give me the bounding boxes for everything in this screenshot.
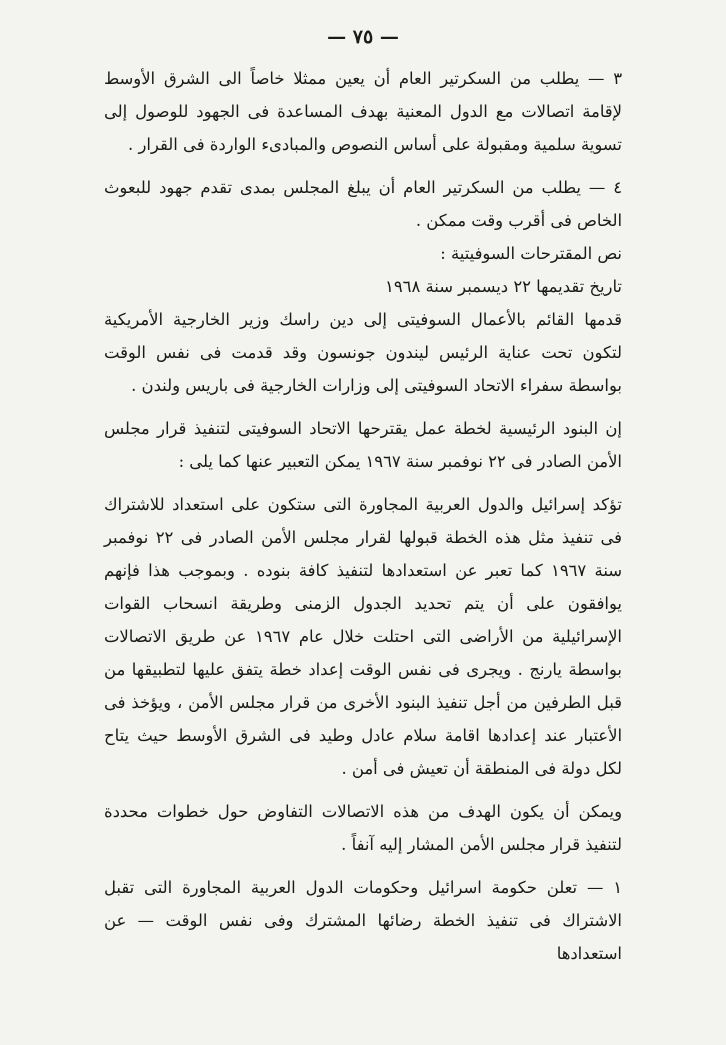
paragraph-main-points: إن البنود الرئيسية لخطة عمل يقترحها الاتحاد السوفيتى لتنفيذ قرار مجلس الأمن الصادر فى ٢٢ نوفمبر سنة ١٩٦٧ يمكن التعبير عنها كما يلى : — [104, 419, 622, 471]
paragraph-clause-1: ١ — تعلن حكومة اسرائيل وحكومات الدول العربية المجاورة التى تقبل الاشتراك فى تنفيذ الخطة رضائها المشترك وفى نفس الوقت — عن استعدادها — [104, 878, 622, 963]
paragraph-submission: قدمها القائم بالأعمال السوفيتى إلى دين راسك وزير الخارجية الأمريكية لتكون تحت عناية الرئيس ليندون جونسون وقد قدمت فى نفس الوقت بواسطة سفراء الاتحاد السوفيتى إلى وزارات الخارجية فى باريس ولندن . — [104, 310, 622, 395]
section-heading: نص المقترحات السوفيتية : — [440, 244, 622, 263]
paragraph-affirmation: تؤكد إسرائيل والدول العربية المجاورة التى ستكون على استعداد للاشتراك فى تنفيذ مثل هذه الخطة قبولها لقرار مجلس الأمن الصادر فى ٢٢ نوفمبر سنة ١٩٦٧ كما تعبر عن استعدادها لتنفيذ كافة بنوده . وبموجب هذا فإنهم يوافقون على أن يتم تحديد الجدول الزمنى وطريقة انسحاب القوات الإسرائيلية من الأراضى التى احتلت خلال عام ١٩٦٧ عن طريق الاتصالات بواسطة يارنج . ويجرى فى نفس الوقت إعداد خطة يتفق عليها لتطبيقها من قبل الطرفين من أجل تنفيذ البنود الأخرى من قرار مجلس الأمن ، ويؤخذ فى الأعتبار عند إعدادها اقامة سلام عادل وطيد فى الشرق الأوسط حيث يتاح لكل دولة فى المنطقة أن تعيش فى أمن . — [104, 495, 622, 778]
paragraph-clause-4: ٤ — يطلب من السكرتير العام أن يبلغ المجلس بمدى تقدم جهود للبعوث الخاص فى أقرب وقت ممكن . — [104, 178, 622, 230]
paragraph-clause-3: ٣ — يطلب من السكرتير العام أن يعين ممثلا خاصاً الى الشرق الأوسط لإقامة اتصالات مع الدول المعنية بهدف المساعدة فى الجهود للوصول إلى تسوية سلمية ومقبولة على أساس النصوص والمبادىء الواردة فى القرار . — [104, 69, 622, 154]
page-number: — ٧٥ — — [327, 26, 399, 48]
submission-date: تاريخ تقديمها ٢٢ ديسمبر سنة ١٩٦٨ — [385, 277, 622, 296]
paragraph-negotiation-goal: ويمكن أن يكون الهدف من هذه الاتصالات التفاوض حول خطوات محددة لتنفيذ قرار مجلس الأمن المشار إليه آنفاً . — [104, 802, 622, 854]
